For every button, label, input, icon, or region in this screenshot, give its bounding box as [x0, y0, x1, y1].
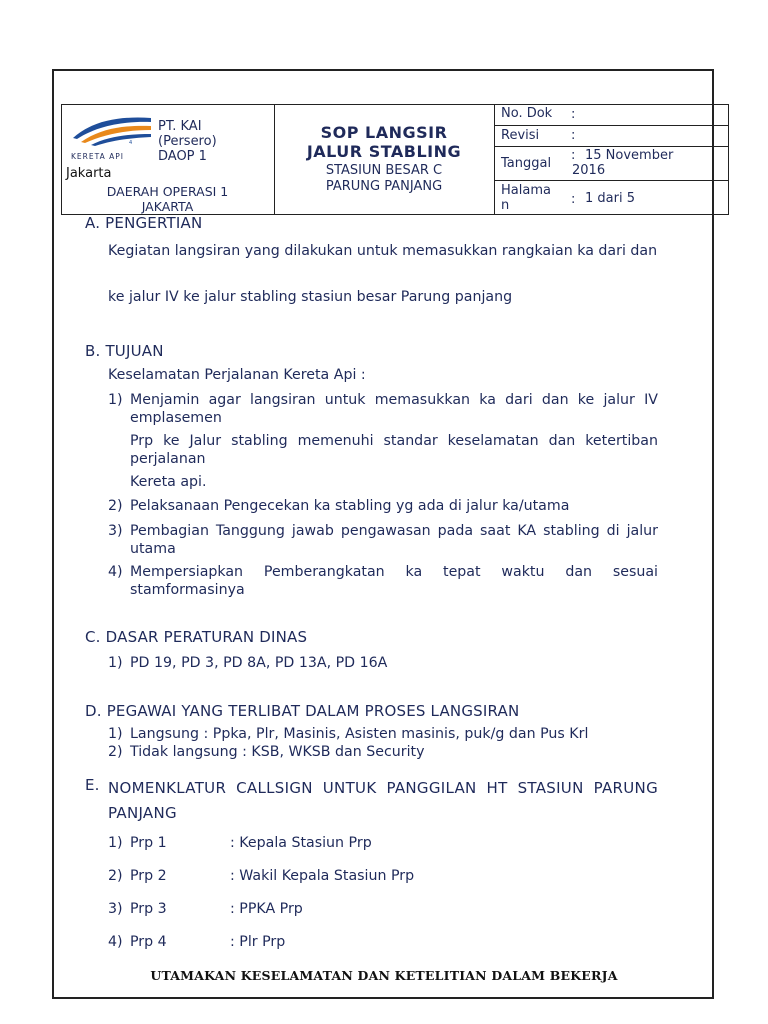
section-b-item1-cont2: Kereta api. — [130, 474, 207, 490]
list-item-num: 1) — [108, 655, 123, 671]
company-suffix: (Persero) — [158, 134, 217, 149]
section-c-title: DASAR PERATURAN DINAS — [105, 628, 308, 646]
list-item-num: 3) — [108, 901, 123, 917]
meta-tanggal-label: Tanggal — [501, 156, 552, 171]
section-d-item2: Tidak langsung : KSB, WKSB dan Security — [130, 744, 425, 760]
section-e-letter: E. — [85, 776, 100, 794]
section-b-item2: Pelaksanaan Pengecekan ka stabling yg ada di jalur ka/utama — [130, 498, 570, 514]
section-d-heading — [85, 702, 519, 720]
city-label: Jakarta — [66, 166, 112, 181]
meta-halaman-colon: : — [571, 192, 576, 207]
section-b-title: TUJUAN — [105, 342, 164, 360]
section-a-para2: ke jalur IV ke jalur stabling stasiun besar Parung panjang — [108, 289, 513, 305]
list-item-num: 2) — [108, 868, 123, 884]
callsign-desc: : PPKA Prp — [230, 901, 303, 917]
company-name: PT. KAI — [158, 119, 202, 134]
meta-halaman-label: Halama n — [501, 183, 551, 213]
callsign-desc: : Plr Prp — [230, 934, 286, 950]
document-header — [61, 104, 729, 215]
meta-tanggal-value: 15 November 2016 — [572, 148, 674, 178]
section-b-heading — [85, 342, 164, 360]
section-e-title: NOMENKLATUR CALLSIGN UNTUK PANGGILAN HT STASIUN PARUNG PANJANG — [108, 779, 658, 822]
meta-revisi-colon: : — [571, 128, 576, 143]
section-a-title: PENGERTIAN — [105, 214, 203, 232]
section-a-heading — [85, 214, 202, 232]
callsign-code: Prp 2 — [130, 868, 167, 884]
callsign-code: Prp 1 — [130, 835, 167, 851]
callsign-code: Prp 4 — [130, 934, 167, 950]
region-city-label: JAKARTA — [141, 199, 194, 214]
list-item-num: 3) — [108, 523, 123, 539]
section-b-intro: Keselamatan Perjalanan Kereta Api : — [108, 367, 366, 383]
section-a-para1: Kegiatan langsiran yang dilakukan untuk memasukkan rangkaian ka dari dan — [108, 243, 658, 259]
doc-title-line1: SOP LANGSIR — [320, 123, 448, 142]
daop-label: DAOP 1 — [158, 149, 207, 164]
meta-no-dok-colon: : — [571, 107, 576, 122]
section-b-item1-cont: Prp ke Jalur stabling memenuhi standar keselamatan dan ketertiban perjalanan — [130, 433, 658, 467]
svg-text:4: 4 — [129, 140, 133, 146]
meta-halaman-value: 1 dari 5 — [585, 191, 635, 206]
section-b-item4: Mempersiapkan Pemberangkatan ka tepat waktu dan sesuai stamformasinya — [130, 564, 658, 598]
section-b-item3: Pembagian Tanggung jawab pengawasan pada saat KA stabling di jalur utama — [130, 523, 658, 557]
list-item-num: 4) — [108, 564, 123, 580]
callsign-desc: : Kepala Stasiun Prp — [230, 835, 372, 851]
section-c-heading — [85, 628, 307, 646]
section-a-letter: A. — [85, 214, 101, 232]
list-item-num: 1) — [108, 835, 123, 851]
section-d-item1: Langsung : Ppka, Plr, Masinis, Asisten masinis, puk/g dan Pus Krl — [130, 726, 589, 742]
list-item-num: 4) — [108, 934, 123, 950]
section-b-item1: Menjamin agar langsiran untuk memasukkan ka dari dan ke jalur IV emplasemen — [130, 392, 658, 426]
kai-logo — [67, 108, 153, 162]
list-item-num: 1) — [108, 392, 123, 408]
region-label: DAERAH OPERASI 1 — [106, 184, 229, 199]
footer-slogan: UTAMAKAN KESELAMATAN DAN KETELITIAN DALAM BEKERJA — [150, 968, 618, 983]
doc-title-line2: JALUR STABLING — [306, 142, 462, 161]
meta-tanggal-colon: : — [571, 148, 576, 163]
meta-no-dok-label: No. Dok — [501, 106, 553, 121]
section-d-letter: D. — [85, 702, 102, 720]
meta-revisi-label: Revisi — [501, 128, 540, 143]
section-b-letter: B. — [85, 342, 101, 360]
section-c-item1: PD 19, PD 3, PD 8A, PD 13A, PD 16A — [130, 655, 388, 671]
callsign-desc: : Wakil Kepala Stasiun Prp — [230, 868, 415, 884]
doc-subtitle-line2: PARUNG PANJANG — [325, 179, 443, 194]
list-item-num: 1) — [108, 726, 123, 742]
doc-subtitle-line1: STASIUN BESAR C — [325, 163, 443, 178]
callsign-code: Prp 3 — [130, 901, 167, 917]
section-c-letter: C. — [85, 628, 101, 646]
list-item-num: 2) — [108, 498, 123, 514]
list-item-num: 2) — [108, 744, 123, 760]
logo-text: KERETA API — [71, 152, 124, 161]
section-d-title: PEGAWAI YANG TERLIBAT DALAM PROSES LANGSIRAN — [106, 702, 520, 720]
